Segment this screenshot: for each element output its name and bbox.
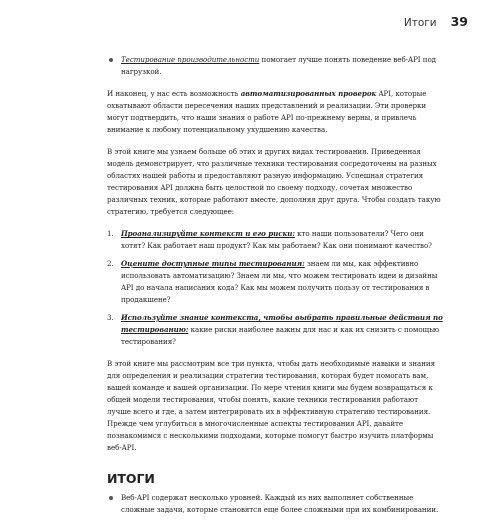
page-number: 39	[450, 14, 468, 29]
bullet-emphasis: Тестирование производительности	[121, 55, 260, 64]
summary-bullet	[107, 492, 443, 516]
list-number: 1.	[107, 229, 114, 238]
list-item-text: какие риски наиболее важны для нас и как их снизить с помощью тестирования?	[121, 325, 440, 346]
bullet-icon	[109, 496, 113, 500]
paragraph-automated-checks	[107, 88, 443, 136]
list-item-emphasis: Используйте знание контекста, чтобы выбрать правильные действия по тестированию:	[121, 313, 443, 334]
list-item	[107, 228, 443, 252]
list-number: 3.	[107, 313, 114, 322]
list-number: 2.	[107, 259, 114, 268]
section-heading-summary: ИТОГИ	[107, 471, 155, 486]
paragraph-text: И наконец, у нас есть возможность	[107, 89, 241, 98]
bullet-text: Веб-API содержат несколько уровней. Каждый из них выполняет собственные сложные задачи, которые становятся еще более сложными при их комбинировании.	[121, 493, 439, 514]
paragraph-emphasis: автоматизированных проверок	[240, 89, 377, 98]
page-content	[107, 54, 443, 526]
list-item	[107, 258, 443, 306]
bullet-performance-testing	[107, 54, 443, 78]
list-item-text: кто наши пользователи? Чего они хотят? Как работает наш продукт? Как мы работаем? Как они понимают качество?	[121, 229, 432, 250]
paragraph-book-overview: В этой книге мы рассмотрим все три пункта, чтобы дать необходимые навыки и знания для определения и реализации стратегии тестирования, которая будет помогать вам, вашей команде и вашей организации. По мере чтения книги мы будем возвращаться к общей модели тестирования, чтобы понять, какие техники тестирования работают лучше всего и где, а затем интегрировать их в эффективную стратегию тестирования. Прежде чем углубиться в многочисленные аспекты тестирования API, давайте познакомимся с несколькими подходами, которые помогут быстро изучить платформы веб-API.	[107, 359, 436, 452]
list-item-text: знаем ли мы, как эффективно использовать автоматизацию? Знаем ли мы, что можем тестировать идеи и дизайны API до начала написания кода? Как мы можем получить пользу от тестирования в продакшене?	[121, 259, 438, 304]
list-item	[107, 312, 443, 348]
bullet-icon	[109, 58, 113, 62]
paragraph-text: API, которые охватывают области пересечения наших представлений и реализации. Эти проверки могут подтвердить, что наши знания о работе API по-прежнему верны, и привлечь внимание к любому потенциальному ухудшению качества.	[107, 89, 427, 134]
bullet-text: помогает лучше понять поведение веб-API под нагрузкой.	[121, 55, 436, 76]
running-header	[404, 14, 468, 29]
list-item-emphasis: Проанализируйте контекст и его риски:	[121, 229, 295, 238]
section-title: Итоги	[403, 17, 437, 29]
list-item-emphasis: Оцените доступные типы тестирования:	[121, 259, 305, 268]
paragraph-strategy: В этой книге мы узнаем больше об этих и других видах тестирования. Приведенная модель демонстрирует, что различные техники тестирования сосредоточены на разных областях нашей работы и предоставляют разную информацию. Успешная стратегия тестирования API должна быть целостной по своему подходу, сочетая множество различных техник, которые работают вместе, дополняя друг друга. Чтобы создать такую стратегию, требуется следующее:	[107, 147, 441, 216]
